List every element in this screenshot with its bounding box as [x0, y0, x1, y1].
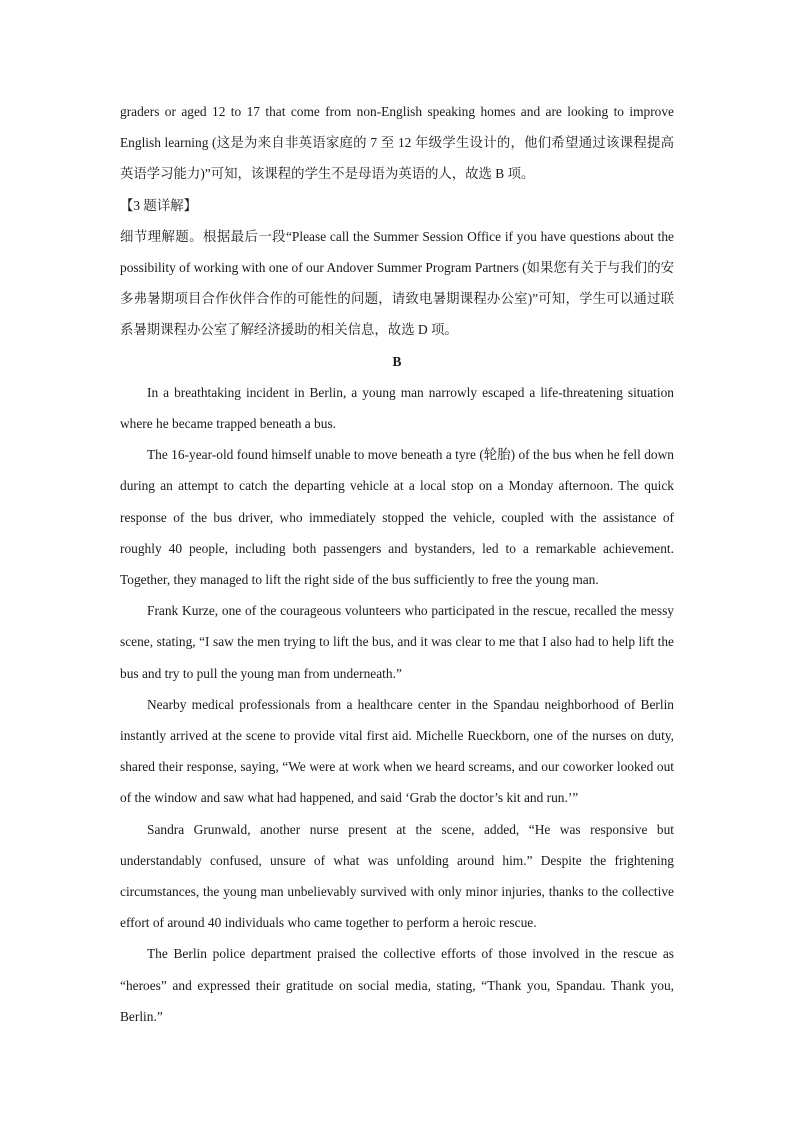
- passage-paragraph-2: The 16-year-old found himself unable to move beneath a tyre (轮胎) of the bus when he fell down during an attempt to catch the departing vehicle at a local stop on a Monday afternoon. The quick response of the bus driver, who immediately stopped the vehicle, coupled with the assistance of roughly 40 people, including both passengers and bystanders, led to a remarkable achievement. Together, they managed to lift the right side of the bus sufficiently to free the young man.: [120, 447, 674, 588]
- passage-paragraph-3: Frank Kurze, one of the courageous volunteers who participated in the rescue, recalled the messy scene, stating, “I saw the men trying to lift the bus, and it was clear to me that I also had to help lift the bus and try to pull the young man from underneath.”: [120, 603, 674, 681]
- passage-paragraph-6: The Berlin police department praised the collective efforts of those involved in the rescue as “heroes” and expressed their gratitude on social media, stating, “Thank you, Spandau. Thank you, Berlin.”: [120, 946, 674, 1024]
- question-3-explanation: 细节理解题。根据最后一段“Please call the Summer Session Office if you have questions about the possibility of working with one of our Andover Summer Program Partners (如果您有关于与我们的安多弗暑期项目合作伙伴合作的可能性的问题，请致电暑期课程办公室)”可知，学生可以通过联系暑期课程办公室了解经济援助的相关信息，故选 D 项。: [120, 228, 674, 338]
- section-b-title: B: [392, 353, 402, 369]
- question-3-heading: 【3 题详解】: [120, 197, 197, 213]
- passage-paragraph-1: In a breathtaking incident in Berlin, a young man narrowly escaped a life-threatening situation where he became trapped beneath a bus.: [120, 384, 674, 432]
- passage-paragraph-4: Nearby medical professionals from a healthcare center in the Spandau neighborhood of Berlin instantly arrived at the scene to provide vital first aid. Michelle Rueckborn, one of the nurses on duty, shared their response, saying, “We were at work when we heard screams, and our coworker looked out of the window and saw what had happened, and said ‘Grab the doctor’s kit and run.’”: [120, 696, 674, 806]
- previous-answer-continuation: graders or aged 12 to 17 that come from non-English speaking homes and are looking to improve English learning (这是为来自非英语家庭的 7 至 12 年级学生设计的，他们希望通过该课程提高英语学习能力)”可知，该课程的学生不是母语为英语的人，故选 B 项。: [120, 104, 674, 182]
- passage-paragraph-5: Sandra Grunwald, another nurse present at the scene, added, “He was responsive but understandably confused, unsure of what was unfolding around him.” Despite the frightening circumstances, the young man unbelievably survived with only minor injuries, thanks to the collective effort of around 40 individuals who came together to perform a heroic rescue.: [120, 821, 674, 931]
- document-page: [120, 96, 674, 1032]
